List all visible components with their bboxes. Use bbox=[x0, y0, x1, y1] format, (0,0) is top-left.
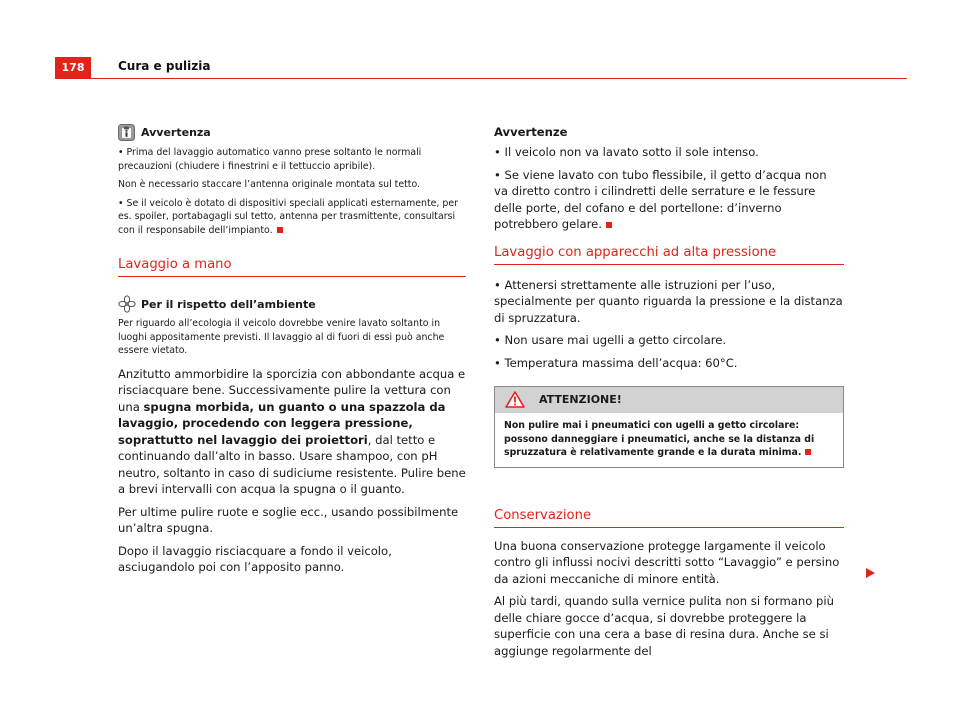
right-column bbox=[494, 124, 844, 665]
section-alta-pressione bbox=[494, 245, 844, 265]
note-item-3: • Se il veicolo è dotato di dispositivi speciali applicati esternamente, per es. spoiler, portabagagli sul tetto, antenna per trasmittente, consultarsi con il responsabile dell’impianto. bbox=[118, 197, 458, 236]
page-number: 178 bbox=[55, 57, 91, 79]
section-conservazione bbox=[494, 508, 844, 528]
pressure-item-2: • Non usare mai ugelli a getto circolare. bbox=[494, 333, 727, 347]
chapter-title: Cura e pulizia bbox=[118, 59, 211, 73]
warning-item-1: • Il veicolo non va lavato sotto il sole intenso. bbox=[494, 145, 759, 159]
attention-box bbox=[494, 386, 844, 468]
section-rule bbox=[118, 276, 466, 277]
section-rule bbox=[494, 264, 844, 265]
end-mark-icon bbox=[277, 227, 283, 233]
end-mark-icon bbox=[606, 222, 612, 228]
env-title: Per il rispetto dell’ambiente bbox=[141, 297, 316, 311]
pressure-item-1: • Attenersi strettamente alle istruzioni per l’uso, specialmente per quanto riguarda la pressione e la distanza di spruzzatura. bbox=[494, 277, 843, 325]
env-block bbox=[118, 295, 466, 358]
conservation-para-1: Una buona conservazione protegge largamente il veicolo contro gli influssi nocivi descritti sotto “Lavaggio” e persino da azioni meccaniche di minore entità. bbox=[494, 538, 840, 586]
env-text: Per riguardo all’ecologia il veicolo dovrebbe venire lavato soltanto in luoghi appositamente previsti. Il lavaggio al di fuori di essi può anche essere vietato. bbox=[118, 318, 445, 356]
note-block bbox=[118, 124, 466, 237]
section-title: Lavaggio a mano bbox=[118, 257, 232, 272]
para-3: Dopo il lavaggio risciacquare a fondo il veicolo, asciugandolo poi con l’apposito panno. bbox=[118, 543, 392, 574]
conservation-text bbox=[494, 538, 844, 660]
section-lavaggio-a-mano bbox=[118, 257, 466, 277]
flower-icon bbox=[118, 295, 136, 313]
conservation-para-2: Al più tardi, quando sulla vernice pulita non si formano più delle chiare gocce d’acqua, si dovrebbe proteggere la superficie con una cera a base di resina dura. Anche se si aggiunge regolarmente del bbox=[494, 594, 834, 658]
section-rule bbox=[494, 527, 844, 528]
warnings-title: Avvertenze bbox=[494, 125, 568, 139]
attention-header bbox=[495, 387, 843, 413]
section-title: Conservazione bbox=[494, 507, 592, 523]
note-item-1: • Prima del lavaggio automatico vanno prese soltanto le normali precauzioni (chiudere i finestrini e il tettuccio apribile). bbox=[118, 147, 422, 172]
pressure-item-3: • Temperatura massima dell’acqua: 60°C. bbox=[494, 355, 738, 370]
attention-title: ATTENZIONE! bbox=[539, 393, 622, 406]
pressure-list bbox=[494, 277, 844, 372]
attention-text: Non pulire mai i pneumatici con ugelli a getto circolare: possono danneggiare i pneumatici, anche se la distanza di spruzzatura è relativamente grande e la durata minima. bbox=[504, 420, 815, 458]
note-title: Avvertenza bbox=[141, 126, 211, 139]
note-icon bbox=[118, 124, 135, 141]
header-rule bbox=[55, 78, 907, 79]
left-column bbox=[118, 124, 466, 582]
section-title: Lavaggio con apparecchi ad alta pressione bbox=[494, 244, 777, 260]
warning-item-2: • Se viene lavato con tubo flessibile, il getto d’acqua non va diretto contro i cilindretti delle serrature e le fessure delle porte, del cofano e del portellone: d’inverno potrebbero gelare. bbox=[494, 167, 827, 231]
para-2: Per ultime pulire ruote e soglie ecc., usando possibilmente un’altra spugna. bbox=[118, 504, 459, 535]
warning-triangle-icon bbox=[505, 391, 525, 412]
end-mark-icon bbox=[805, 449, 811, 455]
para-1: Anzitutto ammorbidire la sporcizia con abbondante acqua e risciacquare bene. Successivamente pulire la vettura con una spugna morbida, un guanto o una spazzola da lavaggio, procedendo con leggera pressione, soprattutto nel lavaggio dei proiettori, dal tetto e continuando dall’alto in basso. Usare shampoo, con pH neutro, soltanto in caso di sudiciume resistente. Pulire bene a brevi intervalli con acqua la spugna o il guanto. bbox=[118, 366, 466, 496]
note-item-2: Non è necessario staccare l’antenna originale montata sul tetto. bbox=[118, 179, 420, 190]
continue-arrow-icon bbox=[866, 563, 875, 582]
